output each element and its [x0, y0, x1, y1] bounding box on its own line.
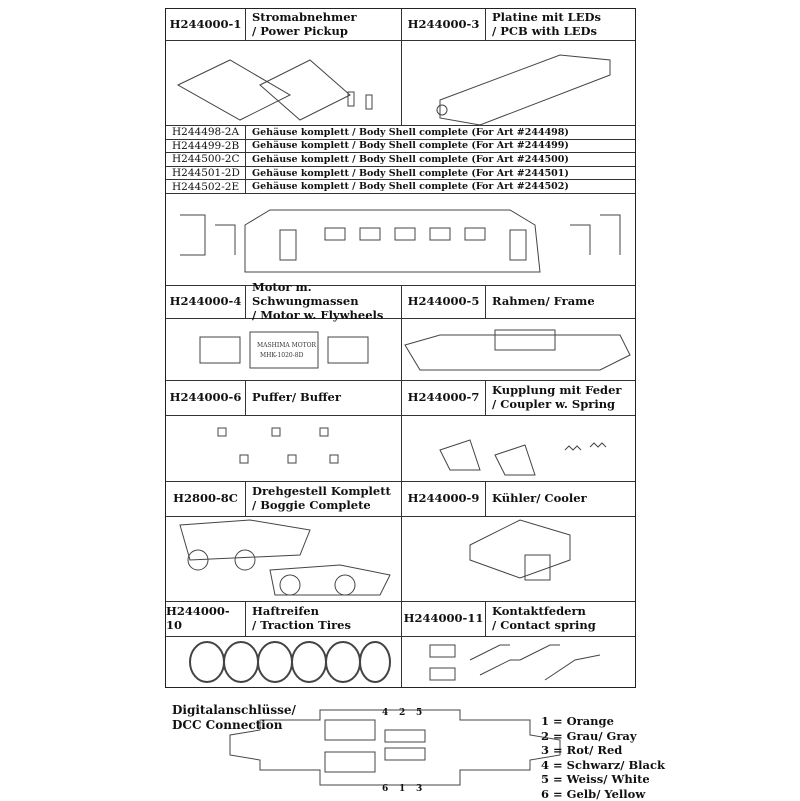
part-code: H244000-4 — [166, 286, 246, 318]
part-row-header — [166, 9, 635, 41]
part-images — [166, 41, 635, 126]
list-item: H244502-2E Gehäuse komplett / Body Shell complete (For Art #244502) — [166, 180, 635, 194]
pin-label: 5 — [416, 708, 423, 718]
part-row-header — [166, 381, 635, 416]
part-name: Puffer/ Buffer — [252, 390, 341, 405]
part-code: H244000-6 — [166, 381, 246, 415]
part-images — [166, 319, 635, 381]
pin-label: 4 — [382, 708, 389, 718]
part-row-header — [166, 602, 635, 637]
part-code: H244000-1 — [166, 9, 246, 40]
part-row-header — [166, 482, 635, 517]
svg-text:MASHIMA MOTOR: MASHIMA MOTOR — [257, 342, 317, 349]
list-item: H244500-2C Gehäuse komplett / Body Shell complete (For Art #244500) — [166, 153, 635, 167]
body-shell-image-row — [166, 194, 635, 286]
part-name: Stromabnehmer / Power Pickup — [252, 9, 357, 38]
part-images — [166, 517, 635, 602]
part-name: Haftreifen / Traction Tires — [252, 604, 351, 632]
pin-label: 2 — [399, 708, 406, 718]
pin-label: 1 — [399, 784, 406, 794]
pin-label: 3 — [416, 784, 423, 794]
part-code: H244000-5 — [401, 286, 486, 318]
part-code: H244000-10 — [166, 602, 246, 636]
svg-text:MHK-1020-8D: MHK-1020-8D — [260, 352, 304, 359]
part-name: Motor m. Schwungmassen / Motor w. Flywheels — [252, 280, 384, 322]
part-name: Kupplung mit Feder / Coupler w. Spring — [492, 383, 622, 411]
part-name: Kontaktfedern / Contact spring — [492, 604, 596, 632]
part-name: Rahmen/ Frame — [492, 294, 595, 309]
part-name: Platine mit LEDs / PCB with LEDs — [492, 9, 601, 38]
part-code: H244000-7 — [401, 381, 486, 415]
part-code: H2800-8C — [166, 482, 246, 516]
part-images — [166, 637, 635, 687]
part-row-header — [166, 280, 635, 322]
part-code: H244000-9 — [401, 482, 486, 516]
list-item: H244499-2B Gehäuse komplett / Body Shell complete (For Art #244499) — [166, 140, 635, 154]
pin-label: 6 — [382, 784, 389, 794]
part-images — [166, 416, 635, 482]
body-shell-list — [166, 126, 635, 194]
dcc-title: Digitalanschlüsse/ DCC Connection — [172, 703, 296, 732]
part-name: Kühler/ Cooler — [492, 491, 587, 506]
part-code: H244000-3 — [401, 9, 486, 40]
wire-color-legend: 1 = Orange 2 = Grau/ Gray 3 = Rot/ Red 4 = Schwarz/ Black 5 = Weiss/ White 6 = Gelb/ Yellow — [541, 714, 665, 801]
list-item: H244501-2D Gehäuse komplett / Body Shell complete (For Art #244501) — [166, 167, 635, 181]
part-name: Drehgestell Komplett / Boggie Complete — [252, 484, 391, 512]
parts-table — [165, 8, 636, 688]
list-item: H244498-2A Gehäuse komplett / Body Shell complete (For Art #244498) — [166, 126, 635, 140]
part-code: H244000-11 — [401, 602, 486, 636]
